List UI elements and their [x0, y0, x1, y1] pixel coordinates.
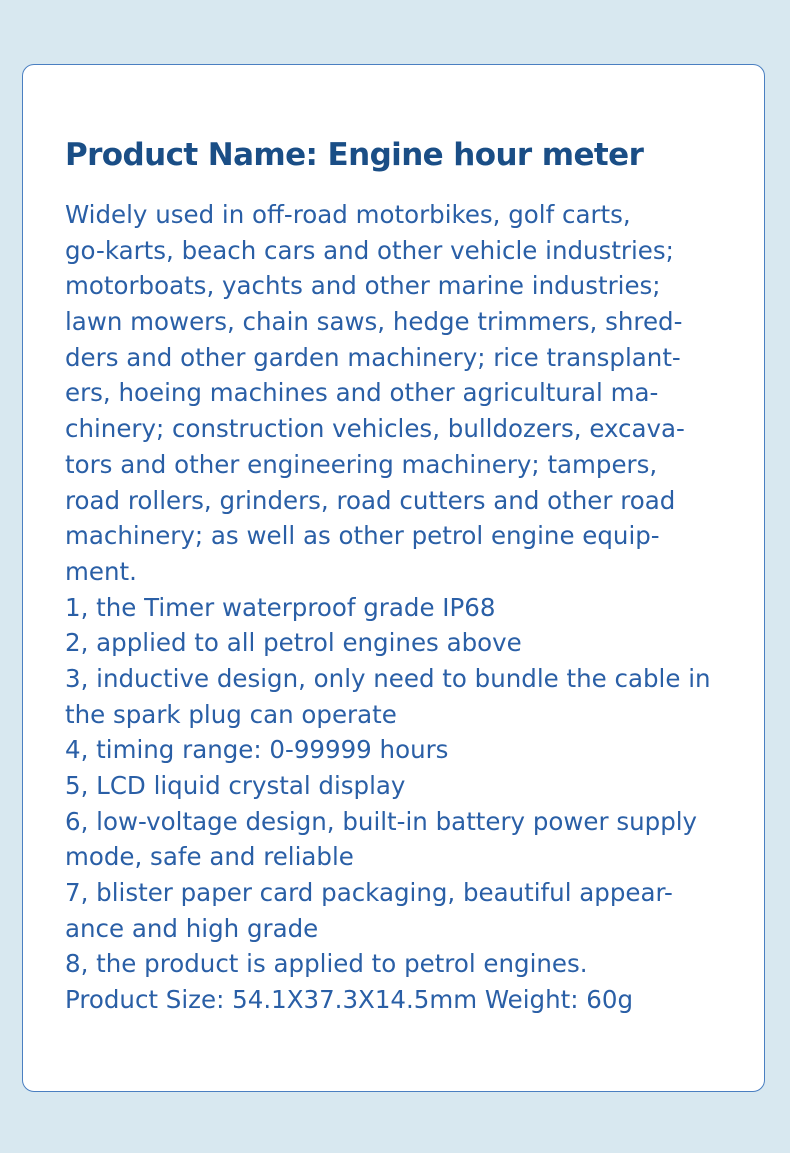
- description-line: chinery; construction vehicles, bulldozers, excava-: [65, 414, 685, 444]
- feature-item: 8, the product is applied to petrol engines.: [65, 949, 588, 979]
- description-line: go-karts, beach cars and other vehicle industries;: [65, 235, 674, 265]
- feature-item: the spark plug can operate: [65, 699, 397, 729]
- product-description: [65, 197, 765, 1018]
- description-line: road rollers, grinders, road cutters and other road: [65, 485, 676, 515]
- description-line: ders and other garden machinery; rice transplant-: [65, 342, 681, 372]
- description-line: tors and other engineering machinery; tampers,: [65, 449, 658, 479]
- description-line: lawn mowers, chain saws, hedge trimmers, shred-: [65, 307, 683, 337]
- description-line: ment.: [65, 556, 137, 586]
- product-title: Product Name: Engine hour meter: [65, 137, 644, 173]
- feature-item: 5, LCD liquid crystal display: [65, 771, 406, 800]
- feature-item: 3, inductive design, only need to bundle the cable in: [65, 663, 711, 693]
- feature-item: 7, blister paper card packaging, beautiful appear-: [65, 878, 673, 908]
- description-line: ers, hoeing machines and other agricultural ma-: [65, 378, 659, 408]
- feature-item: 2, applied to all petrol engines above: [65, 628, 522, 658]
- product-info-card: [22, 64, 765, 1092]
- description-line: machinery; as well as other petrol engine equip-: [65, 521, 660, 551]
- description-line: Widely used in off-road motorbikes, golf carts,: [65, 200, 631, 229]
- feature-item: 4, timing range: 0-99999 hours: [65, 735, 449, 765]
- feature-item: 1, the Timer waterproof grade IP68: [65, 592, 496, 622]
- feature-item: 6, low-voltage design, built-in battery power supply: [65, 806, 698, 836]
- feature-item: ance and high grade: [65, 913, 319, 943]
- description-line: motorboats, yachts and other marine industries;: [65, 271, 661, 301]
- product-size-weight: Product Size: 54.1X37.3X14.5mm Weight: 60g: [65, 985, 634, 1015]
- feature-item: mode, safe and reliable: [65, 842, 354, 872]
